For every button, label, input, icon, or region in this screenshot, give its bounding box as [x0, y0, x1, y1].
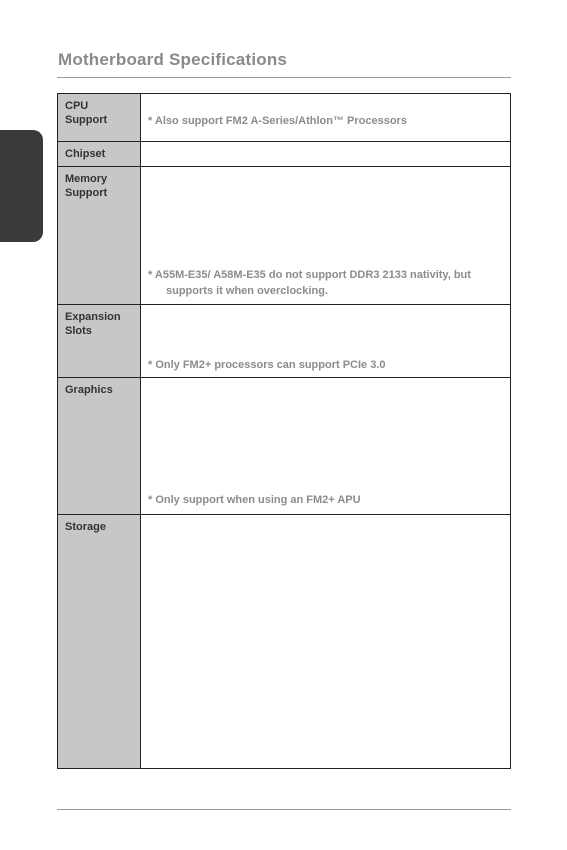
footer-divider [57, 809, 511, 810]
spec-label-line: Slots [65, 325, 92, 337]
spec-content-expansion-slots [141, 305, 510, 377]
spec-content-memory-support [141, 167, 510, 304]
title-divider [57, 77, 511, 78]
expansion-slots-note: * Only FM2+ processors can support PCIe 3.0 [148, 359, 386, 371]
spec-row-storage [58, 515, 510, 768]
spec-label-line: Support [65, 187, 108, 199]
spec-label-line: Chipset [65, 148, 106, 160]
spec-content-cpu-support [141, 94, 510, 141]
spec-label-line: Memory [65, 173, 108, 185]
spec-label-line: Support [65, 114, 108, 126]
page-title: Motherboard Specifications [58, 50, 288, 69]
spec-content-chipset [141, 142, 510, 166]
spec-row-graphics [58, 378, 510, 515]
spec-label-cpu-support [58, 94, 141, 141]
spec-row-chipset [58, 142, 510, 167]
spec-label-line: Expansion [65, 311, 121, 323]
language-side-tab [0, 130, 43, 242]
memory-note-line-2: supports it when overclocking. [166, 285, 328, 297]
spec-label-memory-support [58, 167, 141, 304]
spec-label-storage [58, 515, 141, 768]
memory-support-note [148, 267, 471, 299]
graphics-note: * Only support when using an FM2+ APU [148, 494, 361, 506]
spec-content-graphics [141, 378, 510, 514]
spec-label-line: Storage [65, 521, 106, 533]
spec-table [57, 93, 511, 769]
spec-label-expansion-slots [58, 305, 141, 377]
spec-label-chipset [58, 142, 141, 166]
spec-row-expansion-slots [58, 305, 510, 378]
spec-label-line: Graphics [65, 384, 113, 396]
spec-row-memory-support [58, 167, 510, 305]
memory-note-line-1: * A55M-E35/ A58M-E35 do not support DDR3 2133 nativity, but [148, 269, 471, 281]
cpu-support-note: * Also support FM2 A-Series/Athlon™ Processors [148, 115, 407, 127]
spec-content-storage [141, 515, 510, 768]
spec-row-cpu-support [58, 94, 510, 142]
spec-label-graphics [58, 378, 141, 514]
spec-label-line: CPU [65, 100, 89, 112]
